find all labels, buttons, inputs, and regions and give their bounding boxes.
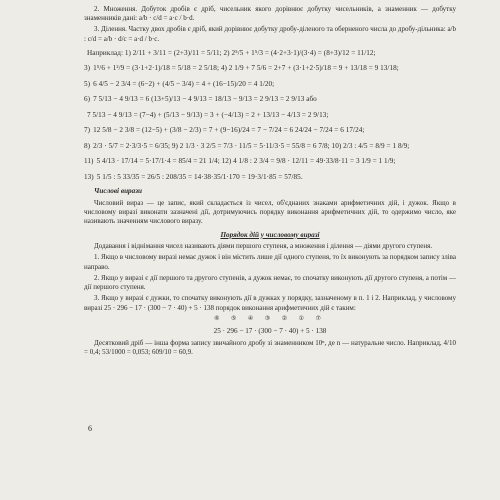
order-rule-3: 3. Якщо у виразі є дужки, то спочатку виконують дії в дужках у порядку, зазначеному в п. 1 і 2. Наприклад, у числовому виразі 25 · 296 − 17 · (300 − 7 · 40) + 5 · 138 порядок виконання арифметичних дій є таким: <box>84 294 456 312</box>
page-number: 6 <box>88 424 92 433</box>
example-row: 8) 2/3 · 5/7 = 2·3/3·5 = 6/35; 9) 2 1/3 · 3 2/5 = 7/3 · 11/5 = 5·11/3·5 = 55/8 = 6 7/8; 10) 2/3 : 4/5 = 8/9 = 1 8/9; <box>84 141 410 150</box>
decimal-fraction-paragraph: Десятковий дріб — інша форма запису звичайного дробу зі знаменником 10ⁿ, де n — натуральне число. Наприклад, 4/10 = 0,4; 53/1000 = 0,053; 609/10 = 60,9. <box>84 339 456 357</box>
example-row: Наприклад: 1) 2/11 + 3/11 = (2+3)/11 = 5/11; 2) 2⁵/5 + 1⁵/3 = (4·2+3·1)/(3·4) = (8+3)/12 = 11/12; <box>87 48 376 57</box>
example-row: 5) 6 4/5 − 2 3/4 = (6−2) + (4/5 − 3/4) = 4 + (16−15)/20 = 4 1/20; <box>84 79 275 88</box>
order-rule-2: 2. Якщо у виразі є дії першого та другого ступенів, а дужок немає, то спочатку виконують дії другого ступеня, а потім — дії першого ступеня. <box>84 273 456 292</box>
division-formula: a/b : c/d = a/b · d/c = a·d / b·c. <box>84 25 456 43</box>
numeric-expressions-title: Числові вирази <box>94 187 143 196</box>
numeric-expressions-body: Числовий вираз — це запис, який складається із чисел, об'єднаних знаками арифметичних дій, і дужок. Якщо в числовому виразі виконати зазначені дії, дотримуючись порядку виконання арифметичних дій, то одержимо число, яке називають значенням числового виразу. <box>84 198 456 226</box>
example-row: 7) 12 5/8 − 2 3/8 = (12−5) + (3/8 − 2/3) = 7 + (9−16)/24 = 7 − 7/24 = 6 24/24 − 7/24 = 6 17/24; <box>84 126 365 135</box>
division-paragraph <box>84 25 456 43</box>
division-text: 3. Ділення. Частку двох дробів є дріб, який дорівнює добутку дробу-діленого та оберненого числа до дробу-дільника: <box>94 25 446 34</box>
order-rule-1: 1. Якщо в числовому виразі немає дужок і він містить лише дії одного ступеня, то їх виконують за порядком запису зліва направо. <box>84 253 456 271</box>
example-row: 7 5/13 − 4 9/13 = (7−4) + (5/13 − 9/13) = 3 + (−4/13) = 2 + 13/13 − 4/13 = 2 9/13; <box>87 110 329 119</box>
multiplication-text: 2. Множення. Добуток дробів є дріб, чисельник якого дорівнює добутку чисельників, а знаменник — добутку знаменників дані: <box>84 5 456 23</box>
example-row: 13) 5 1/5 : 5 33/35 = 26/5 : 208/35 = 14·38·35/1·170 = 19·3/1·85 = 57/85. <box>84 172 303 181</box>
example-row: 11) 5 4/13 · 17/14 = 5·17/1·4 = 85/4 = 21 1/4; 12) 4 1/8 : 2 3/4 = 9/8 · 12/11 = 49·33/8·11 = 3 1/9 = 1 1/9; <box>84 157 396 166</box>
multiplication-paragraph <box>84 5 456 23</box>
example-row: 3) 1⁵/6 + 1²/9 = (3·1+2·1)/18 = 5/18 = 2 5/18; 4) 2 1/9 + 7 5/6 = 2+7 + (3·1+2·5)/18 = 9 + 13/18 = 9 13/18; <box>84 64 399 73</box>
order-intro: Додавання і віднімання чисел називають діями першого ступеня, а множення і ділення — діями другого ступеня. <box>94 242 433 251</box>
example-row: 6) 7 5/13 − 4 9/13 = 6 (13+5)/13 − 4 9/13 = 18/13 − 9/13 = 2 9/13 = 2 9/13 або <box>84 95 317 104</box>
multiplication-formula: a/b · c/d = a·c / b·d. <box>138 14 195 23</box>
operation-order-marks: ⑥ ⑤ ④ ③ ② ① ⑦ <box>214 315 326 322</box>
order-of-operations-title: Порядок дій у числовому виразі <box>220 230 320 239</box>
examples-list <box>84 49 456 183</box>
order-example-expression: 25 · 296 − 17 · (300 − 7 · 40) + 5 · 138 <box>213 326 327 335</box>
